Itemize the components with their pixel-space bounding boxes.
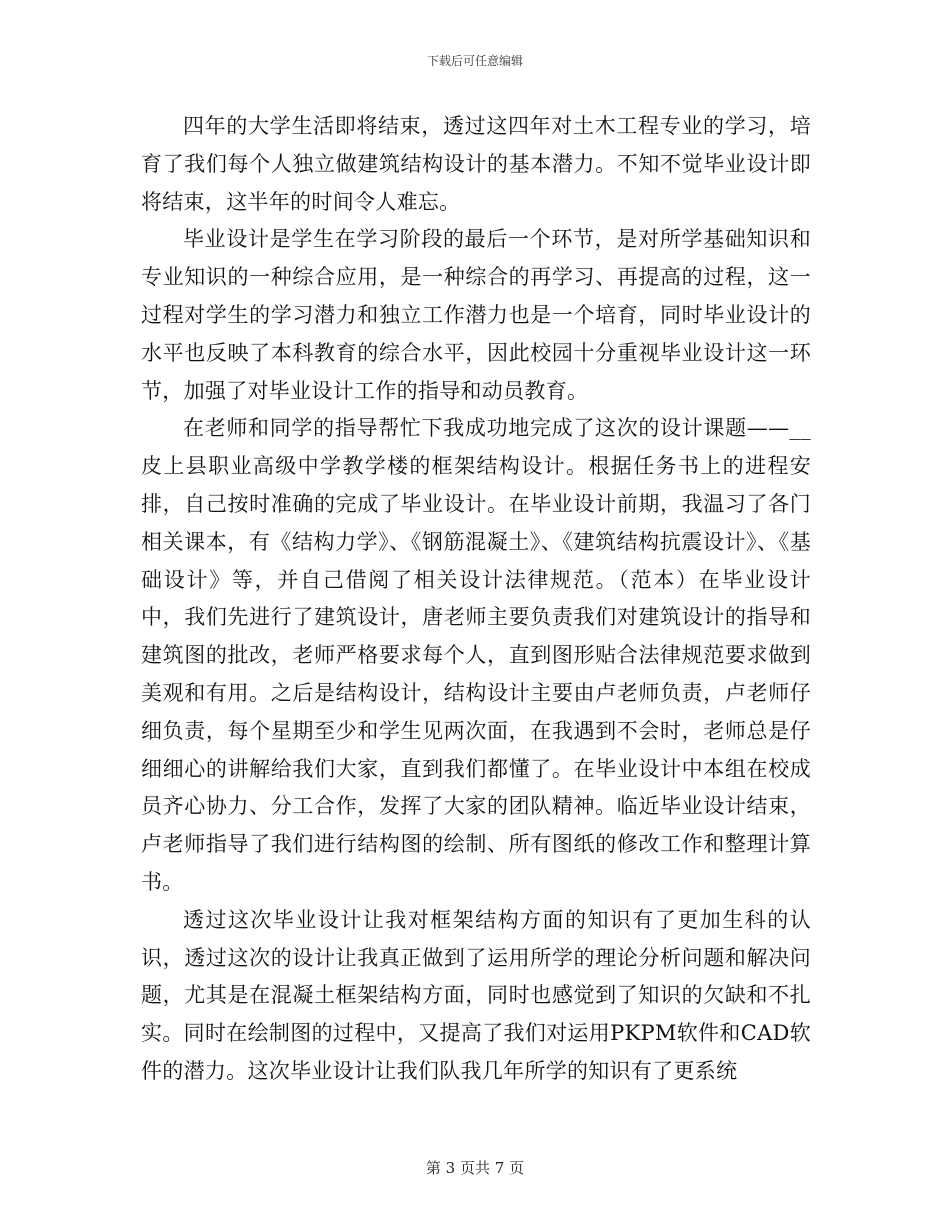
page-footer: 第 3 页共 7 页 bbox=[425, 1159, 525, 1177]
paragraph: 在老师和同学的指导帮忙下我成功地完成了这次的设计课题——__皮上县职业高级中学教学楼的框架结构设计。根据任务书上的进程安排，自己按时准确的完成了毕业设计。在毕业设计前期，我温习了各门相关课本，有《结构力学》、《钢筋混凝土》、《建筑结构抗震设计》、《基础设计》等，并自己借阅了相关设计法律规范。（范本）在毕业设计中，我们先进行了建筑设计，唐老师主要负责我们对建筑设计的指导和建筑图的批改，老师严格要求每个人，直到图形贴合法律规范要求做到美观和有用。之后是结构设计，结构设计主要由卢老师负责，卢老师仔细负责，每个星期至少和学生见两次面，在我遇到不会时，老师总是仔细细心的讲解给我们大家，直到我们都懂了。在毕业设计中本组在校成员齐心协力、分工合作，发挥了大家的团队精神。临近毕业设计结束，卢老师指导了我们进行结构图的绘制、所有图纸的修改工作和整理计算书。 bbox=[141, 416, 811, 894]
document-body bbox=[141, 108, 811, 1091]
paragraph: 毕业设计是学生在学习阶段的最后一个环节，是对所学基础知识和专业知识的一种综合应用，是一种综合的再学习、再提高的过程，这一过程对学生的学习潜力和独立工作潜力也是一个培育，同时毕业设计的水平也反映了本科教育的综合水平，因此校园十分重视毕业设计这一环节，加强了对毕业设计工作的指导和动员教育。 bbox=[141, 227, 811, 403]
paragraph: 透过这次毕业设计让我对框架结构方面的知识有了更加生科的认识，透过这次的设计让我真正做到了运用所学的理论分析问题和解决问题，尤其是在混凝土框架结构方面，同时也感觉到了知识的欠缺和不扎实。同时在绘制图的过程中，又提高了我们对运用PKPM软件和CAD软件的潜力。这次毕业设计让我们队我几年所学的知识有了更系统 bbox=[141, 907, 811, 1083]
paragraph: 四年的大学生活即将结束，透过这四年对土木工程专业的学习，培育了我们每个人独立做建筑结构设计的基本潜力。不知不觉毕业设计即将结束，这半年的时间令人难忘。 bbox=[141, 114, 811, 214]
page-header: 下载后可任意编辑 bbox=[426, 54, 523, 68]
